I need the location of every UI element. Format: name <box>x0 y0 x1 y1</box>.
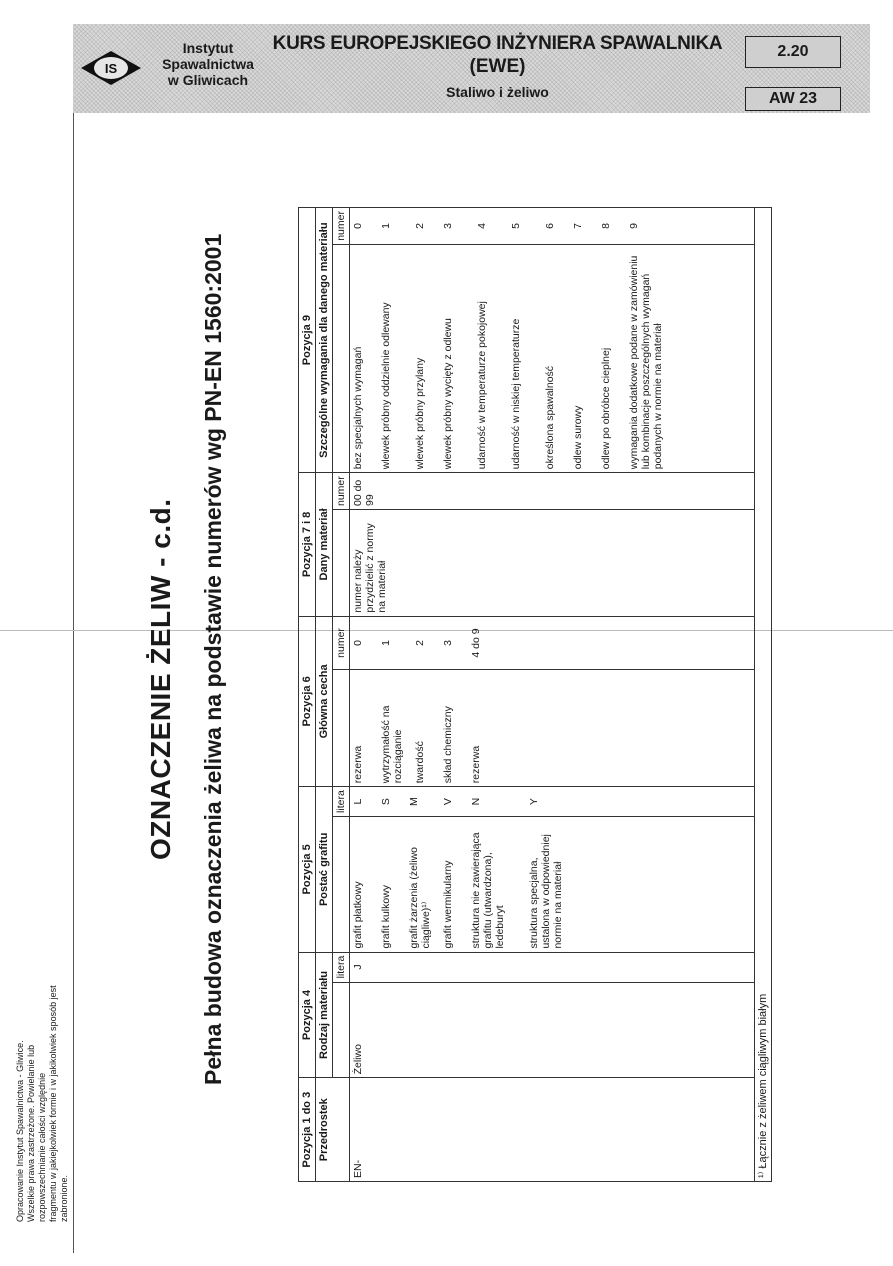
litera-head: litera <box>333 787 350 817</box>
feature-item: skład chemiczny <box>442 706 454 784</box>
institute-logo <box>80 50 142 86</box>
feature-codes <box>350 616 755 670</box>
footer-line: Opracowanie Instytut Spawalnictwa - Gliwice. <box>15 1040 25 1222</box>
requirements-column <box>350 244 755 472</box>
requirement-item: wlewek próbny wycięty z odlewu <box>442 318 454 470</box>
graphite-column <box>350 816 755 952</box>
sub-head: Dany materiał <box>316 473 333 616</box>
requirement-item: bez specjalnych wymagań <box>352 346 364 470</box>
requirement-item: określona spawalność <box>544 365 556 470</box>
requirement-code: 2 <box>414 222 426 229</box>
sub-head: Główna cecha <box>316 616 333 787</box>
graphite-codes <box>350 787 755 817</box>
numer-head: numer <box>333 208 350 245</box>
graphite-code: N <box>470 797 482 806</box>
course-title: KURS EUROPEJSKIEGO INŻYNIERA SPAWALNIKA <box>272 33 723 54</box>
sub-head: Przedrostek <box>316 1078 350 1182</box>
requirement-code: 4 <box>476 222 488 229</box>
feature-item: wytrzymałość na rozciąganie <box>380 705 404 784</box>
requirement-code: 5 <box>510 222 522 229</box>
designation-table <box>298 207 816 1182</box>
subject-title: Staliwo i żeliwo <box>446 84 549 100</box>
group-head: Pozycja 1 do 3 <box>299 1078 316 1182</box>
requirement-codes <box>350 208 755 245</box>
graphite-code: M <box>408 797 420 806</box>
requirement-code: 9 <box>628 222 640 229</box>
feature-code: 4 do 9 <box>470 628 482 658</box>
feature-item: twardość <box>414 741 426 784</box>
feature-code: 0 <box>352 640 364 646</box>
requirement-item: wlewek próbny oddzielnie odlewany <box>380 302 392 470</box>
institute-line: Instytut <box>182 40 234 56</box>
requirement-code: 7 <box>572 222 584 229</box>
footer-line: Wszelkie prawa zastrzeżone. Powielanie lub rozpowszechnianie całości względnie <box>26 1044 47 1222</box>
footer-line: fragmentu w jakiejkolwiek formie i w jakikolwiek sposób jest zabronione. <box>48 985 69 1222</box>
graphite-item: grafit płatkowy <box>352 881 364 949</box>
graphite-code: S <box>380 798 392 806</box>
page-subtitle: Pełna budowa oznaczenia żeliwa na podstawie numerów wg PN-EN 1560:2001 <box>200 233 226 1085</box>
material-code: J <box>350 952 755 982</box>
requirement-item: wymagania dodatkowe podane w zamówieniu lub kombinacje poszczególnych wymagań podanych w normie na materiał <box>628 255 664 470</box>
doc-code: AW 23 <box>745 87 841 111</box>
requirement-item: wlewek próbny przylany <box>414 357 426 470</box>
requirement-code: 8 <box>600 222 612 229</box>
requirement-item: udarność w temperaturze pokojowej <box>476 301 488 470</box>
copyright-footer <box>15 982 70 1222</box>
institute-name <box>152 40 264 88</box>
graphite-code: V <box>442 798 454 806</box>
requirement-code: 1 <box>380 222 392 229</box>
group-head: Pozycja 7 i 8 <box>299 473 316 616</box>
group-head: Pozycja 5 <box>299 787 316 952</box>
feature-code: 1 <box>380 640 392 646</box>
material-cell: Żeliwo <box>350 982 755 1078</box>
requirement-item: odlew surowy <box>572 405 584 470</box>
requirement-code: 6 <box>544 222 556 229</box>
institute-line: w Gliwicach <box>167 72 249 88</box>
graphite-code: Y <box>528 798 540 806</box>
graphite-item: struktura specjalna, ustalona w odpowiedniej normie na materiał <box>528 834 564 949</box>
left-margin-line <box>73 113 74 1253</box>
litera-head: litera <box>333 952 350 982</box>
requirement-item: odlew po obróbce cieplnej <box>600 347 612 470</box>
feature-item: rezerwa <box>470 745 482 784</box>
graphite-item: grafit wermikularny <box>442 860 454 949</box>
numer-head: numer <box>333 616 350 670</box>
graphite-item: grafit kulkowy <box>380 884 392 949</box>
feature-column <box>350 670 755 787</box>
footnote: ¹⁾ Łącznie z żeliwem ciągliwym białym <box>755 208 772 1182</box>
feature-code: 3 <box>442 640 454 646</box>
requirement-code: 3 <box>442 222 454 229</box>
institute-line: Spawalnictwa <box>162 56 254 72</box>
numer-head: numer <box>333 473 350 510</box>
requirement-item: udarność w niskiej temperaturze <box>510 318 522 470</box>
material-no-code: 00 do 99 <box>350 473 755 510</box>
course-abbrev: (EWE) <box>469 56 526 77</box>
feature-item: rezerwa <box>352 745 364 784</box>
graphite-item: struktura nie zawierająca grafitu (utwardzona), ledeburyt <box>470 832 506 949</box>
logo-text: IS <box>104 61 118 76</box>
graphite-code: L <box>352 798 364 805</box>
page-code: 2.20 <box>745 36 841 68</box>
group-head: Pozycja 4 <box>299 952 316 1078</box>
prefix-cell: EN- <box>350 1078 755 1182</box>
page-title: OZNACZENIE ŻELIW - c.d. <box>145 498 176 860</box>
sub-head: Szczególne wymagania dla danego materiału <box>316 208 333 473</box>
sub-head: Postać grafitu <box>316 787 333 952</box>
feature-code: 2 <box>414 640 426 646</box>
graphite-item: grafit żarzenia (żeliwo ciągliwe)¹⁾ <box>408 847 432 949</box>
group-head: Pozycja 9 <box>299 208 316 473</box>
group-head: Pozycja 6 <box>299 616 316 787</box>
material-no-text: numer należy przydzielić z normy na materiał <box>350 510 755 617</box>
requirement-code: 0 <box>352 222 364 229</box>
sub-head: Rodzaj materiału <box>316 952 333 1078</box>
